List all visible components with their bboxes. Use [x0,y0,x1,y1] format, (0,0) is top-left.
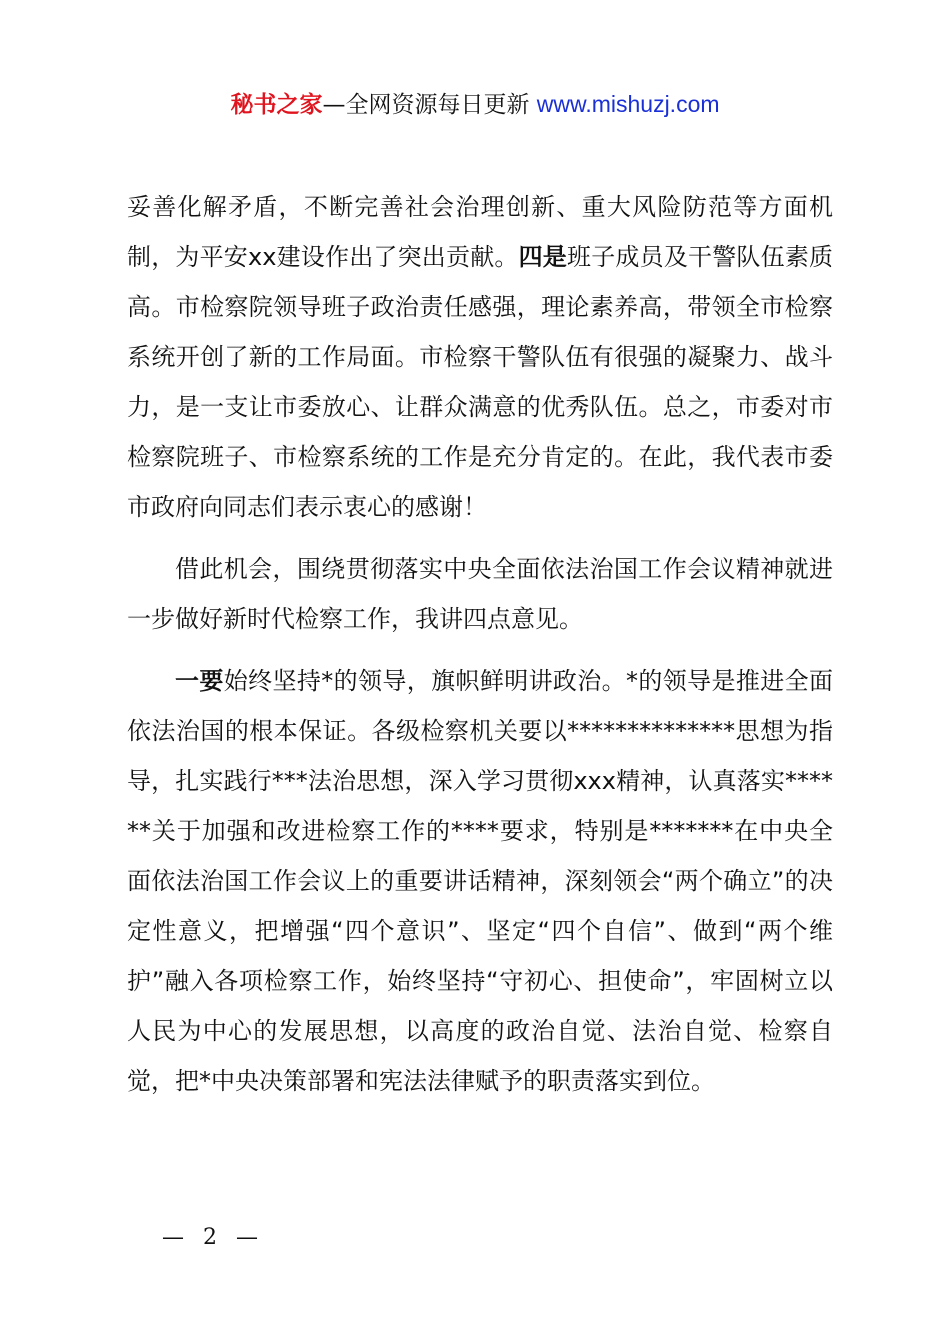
paragraph-bold-lead: 一要 [175,667,224,695]
paragraph-text: 妥善化解矛盾，不断完善社会治理创新、重大风险防范等方面机制，为平安xx建设作出了突出贡献。 [127,193,833,271]
paragraph-bold-lead: 四是 [518,243,568,271]
paragraph-point-one [127,656,833,1106]
brand-name: 秘书之家 [230,92,323,118]
paragraph-text: 始终坚持*的领导，旗帜鲜明讲政治。*的领导是推进全面依法治国的根本保证。各级检察机关要以**************思想为指导，扎实践行***法治思想，深入学习贯彻xxx精神，认真落实******关于加强和改进检察工作的****要求，特别是*******在中央全面依法治国工作会议上的重要讲话精神，深刻领会“两个确立”的决定性意义，把增强“四个意识”、坚定“四个自信”、做到“两个维护”融入各项检察工作，始终坚持“守初心、担使命”，牢固树立以人民为中心的发展思想，以高度的政治自觉、法治自觉、检察自觉，把*中央决策部署和宪法法律赋予的职责落实到位。 [127,667,834,1095]
page-number: — 2 — [162,1225,264,1250]
site-url-link[interactable]: www.mishuzj.com [536,91,720,117]
header-slogan: —全网资源每日更新 [322,92,537,118]
document-body [127,182,833,1106]
paragraph-text: 班子成员及干警队伍素质高。市检察院领导班子政治责任感强，理论素养高，带领全市检察系统开创了新的工作局面。市检察干警队伍有很强的凝聚力、战斗力，是一支让市委放心、让群众满意的优秀队伍。总之，市委对市检察院班子、市检察系统的工作是充分肯定的。在此，我代表市委市政府向同志们表示衷心的感谢！ [127,243,834,521]
page-header [0,86,950,123]
paragraph-continued [127,182,833,532]
paragraph-text: 借此机会，围绕贯彻落实中央全面依法治国工作会议精神就进一步做好新时代检察工作，我讲四点意见。 [127,555,833,633]
paragraph-intro [127,544,833,644]
